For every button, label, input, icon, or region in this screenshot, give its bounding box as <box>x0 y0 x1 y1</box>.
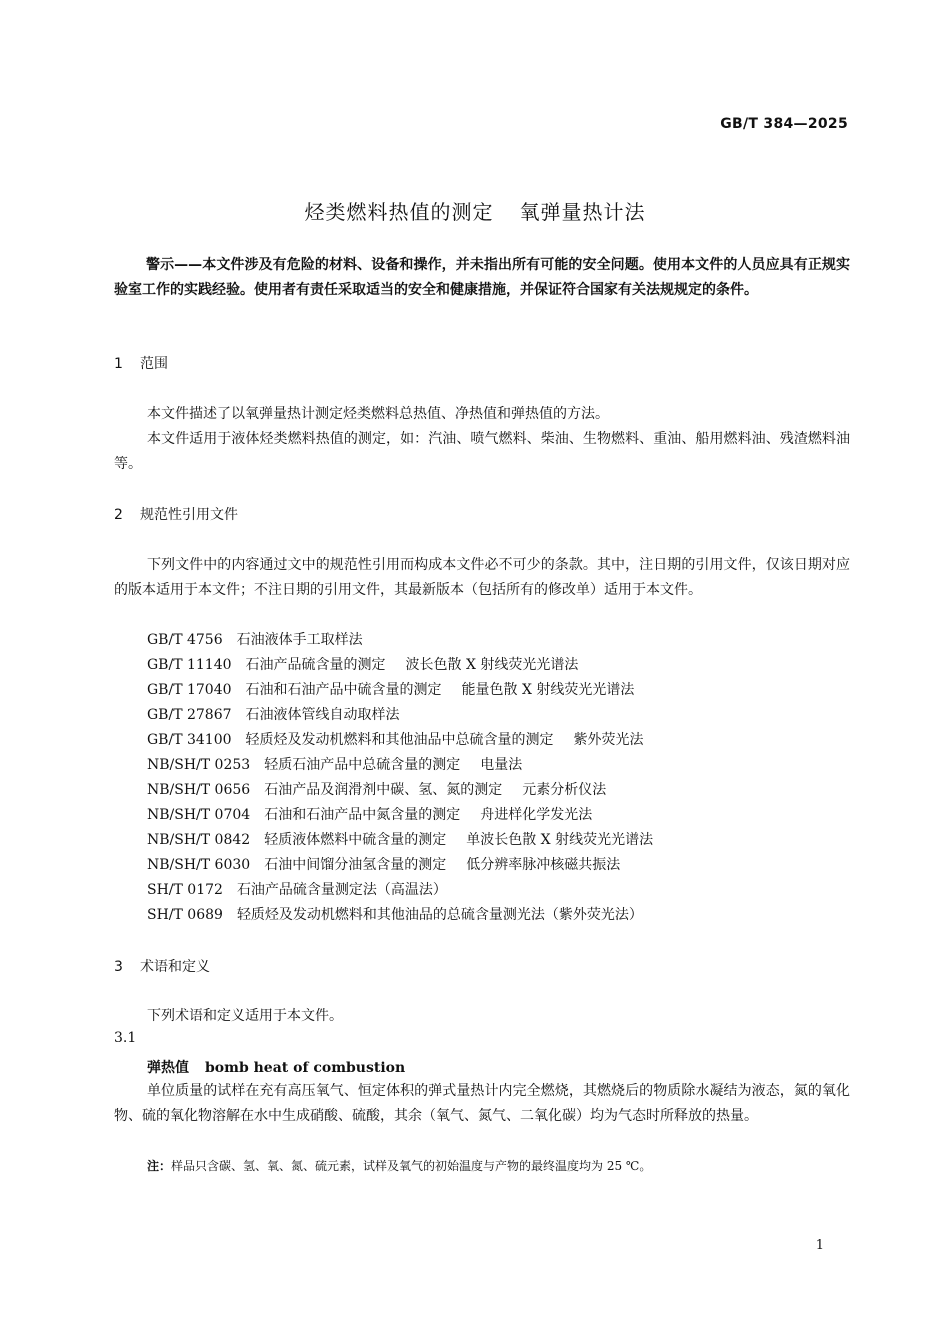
term-english: bomb heat of combustion <box>205 1060 406 1076</box>
document-title <box>0 196 950 225</box>
section-number: 3 <box>114 959 123 975</box>
section-3-heading <box>114 957 210 977</box>
section-number: 2 <box>114 507 123 523</box>
section-1-heading <box>114 354 168 374</box>
section-2-heading <box>114 505 238 525</box>
reference-item: NB/SH/T 0253 轻质石油产品中总硫含量的测定 电量法 <box>147 757 523 773</box>
section-number: 1 <box>114 356 123 372</box>
reference-item: GB/T 11140 石油产品硫含量的测定 波长色散 X 射线荧光光谱法 <box>147 657 579 673</box>
reference-item: GB/T 17040 石油和石油产品中硫含量的测定 能量色散 X 射线荧光光谱法 <box>147 682 635 698</box>
page-number: 1 <box>815 1238 824 1253</box>
section-title: 规范性引用文件 <box>140 507 238 523</box>
term-note <box>147 1157 651 1174</box>
section-title: 范围 <box>140 356 168 372</box>
reference-item: NB/SH/T 0842 轻质液体燃料中硫含量的测定 单波长色散 X 射线荧光光谱法 <box>147 832 654 848</box>
section-title: 术语和定义 <box>140 959 210 975</box>
scope-paragraph-1: 本文件描述了以氧弹量热计测定烃类燃料总热值、净热值和弹热值的方法。 <box>147 406 609 422</box>
normative-references-intro: 下列文件中的内容通过文中的规范性引用而构成本文件必不可少的条款。其中，注日期的引用文件，仅该日期对应的版本适用于本文件；不注日期的引用文件，其最新版本（包括所有的修改单）适用于本文件。 <box>114 557 850 598</box>
reference-item: NB/SH/T 0656 石油产品及润滑剂中碳、氢、氮的测定 元素分析仪法 <box>147 782 607 798</box>
safety-warning: 警示——本文件涉及有危险的材料、设备和操作，并未指出所有可能的安全问题。使用本文件的人员应具有正规实验室工作的实践经验。使用者有责任采取适当的安全和健康措施，并保证符合国家有关法规规定的条件。 <box>114 257 850 298</box>
note-label: 注： <box>147 1159 172 1173</box>
reference-item: GB/T 34100 轻质烃及发动机燃料和其他油品中总硫含量的测定 紫外荧光法 <box>147 732 644 748</box>
standard-number: GB/T 384—2025 <box>720 116 848 132</box>
term-chinese: 弹热值 <box>147 1060 189 1076</box>
reference-item: NB/SH/T 0704 石油和石油产品中氮含量的测定 舟进样化学发光法 <box>147 807 593 823</box>
reference-list <box>147 628 653 928</box>
reference-item: GB/T 27867 石油液体管线自动取样法 <box>147 707 400 723</box>
note-text: 样品只含碳、氢、氧、氮、硫元素，试样及氧气的初始温度与产物的最终温度均为 25 ℃。 <box>171 1159 652 1173</box>
term-definition: 单位质量的试样在充有高压氧气、恒定体积的弹式量热计内完全燃烧，其燃烧后的物质除水凝结为液态，氮的氧化物、硫的氧化物溶解在水中生成硝酸、硫酸，其余（氧气、氮气、二氧化碳）均为气态时所释放的热量。 <box>114 1083 850 1124</box>
term-number: 3.1 <box>114 1030 137 1046</box>
reference-item: SH/T 0689 轻质烃及发动机燃料和其他油品的总硫含量测光法（紫外荧光法） <box>147 907 643 923</box>
scope-paragraph-2: 本文件适用于液体烃类燃料热值的测定，如：汽油、喷气燃料、柴油、生物燃料、重油、船用燃料油、残渣燃料油等。 <box>114 431 850 472</box>
title-sub: 氧弹量热计法 <box>519 200 646 224</box>
reference-item: SH/T 0172 石油产品硫含量测定法（高温法） <box>147 882 447 898</box>
reference-item: NB/SH/T 6030 石油中间馏分油氢含量的测定 低分辨率脉冲核磁共振法 <box>147 857 621 873</box>
terms-intro: 下列术语和定义适用于本文件。 <box>147 1008 343 1024</box>
title-main: 烃类燃料热值的测定 <box>304 200 494 224</box>
term-entry <box>147 1057 405 1077</box>
reference-item: GB/T 4756 石油液体手工取样法 <box>147 632 363 648</box>
